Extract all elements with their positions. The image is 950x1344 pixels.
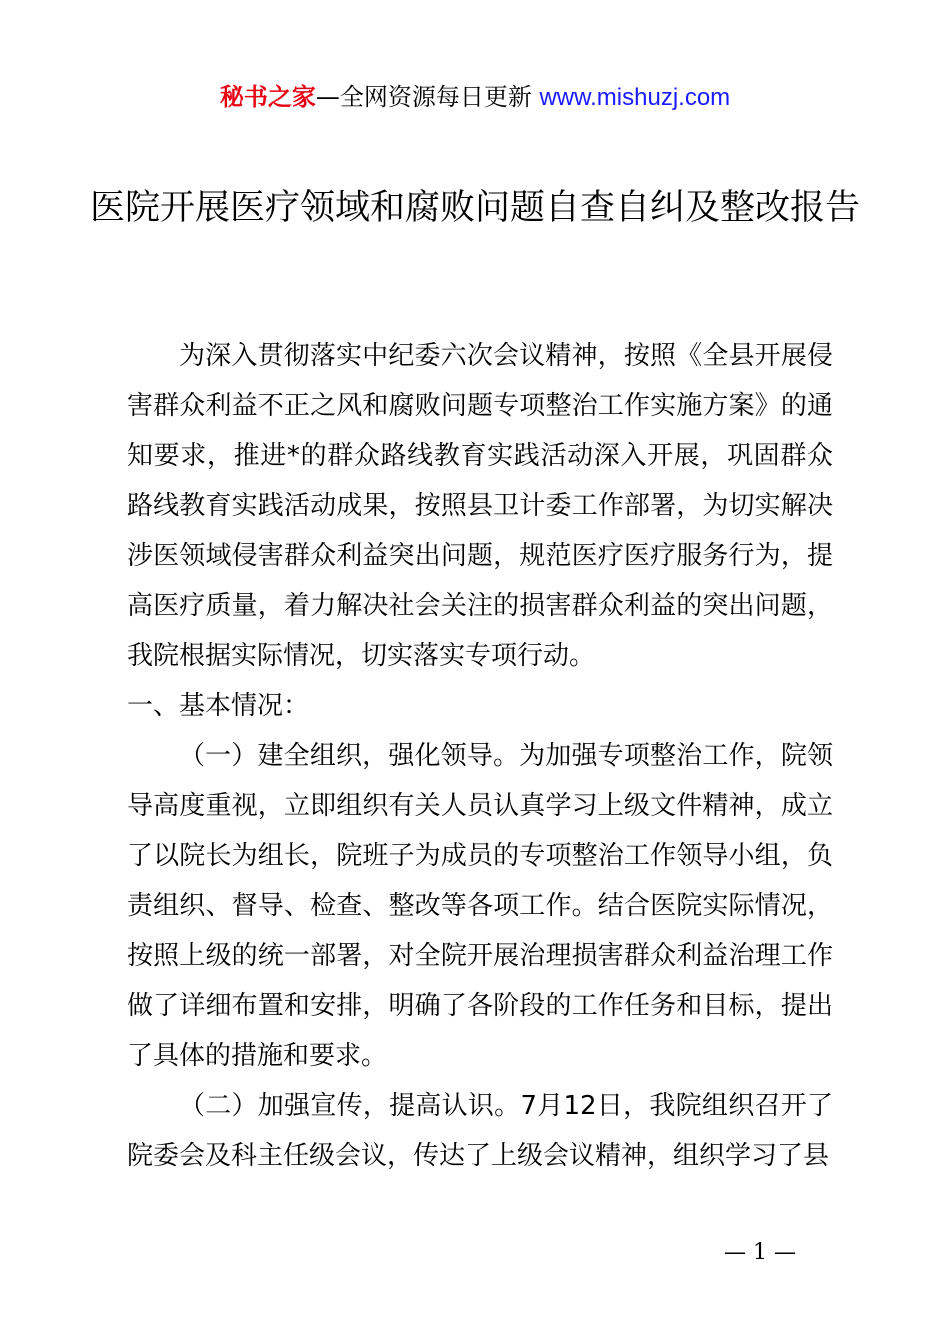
site-url-link[interactable]: www.mishuzj.com xyxy=(539,84,731,111)
section-heading-basic-situation: 一、基本情况： xyxy=(127,691,310,721)
page-number: — 1 — xyxy=(724,1240,796,1265)
document-body xyxy=(127,331,833,1181)
site-header xyxy=(0,80,950,115)
intro-paragraph: 为深入贯彻落实中纪委六次会议精神，按照《全县开展侵害群众利益不正之风和腐败问题专项整治工作实施方案》的通知要求，推进*的群众路线教育实践活动深入开展，巩固群众路线教育实践活动成果，按照县卫计委工作部署，为切实解决涉医领域侵害群众利益突出问题，规范医疗医疗服务行为，提高医疗质量，着力解决社会关注的损害群众利益的突出问题，我院根据实际情况，切实落实专项行动。 xyxy=(127,341,833,671)
site-tagline: —全网资源每日更新 xyxy=(315,83,540,111)
section-paragraph-publicity: （二）加强宣传，提高认识。7月12日，我院组织召开了院委会及科主任级会议，传达了上级会议精神，组织学习了县 xyxy=(127,1091,833,1171)
site-brand: 秘书之家 xyxy=(219,83,316,111)
section-paragraph-organization: （一）建全组织，强化领导。为加强专项整治工作，院领导高度重视，立即组织有关人员认真学习上级文件精神，成立了以院长为组长，院班子为成员的专项整治工作领导小组，负责组织、督导、检查、整改等各项工作。结合医院实际情况，按照上级的统一部署，对全院开展治理损害群众利益治理工作做了详细布置和安排，明确了各阶段的工作任务和目标，提出了具体的措施和要求。 xyxy=(127,741,833,1071)
document-title: 医院开展医疗领域和腐败问题自查自纠及整改报告 xyxy=(89,188,860,228)
